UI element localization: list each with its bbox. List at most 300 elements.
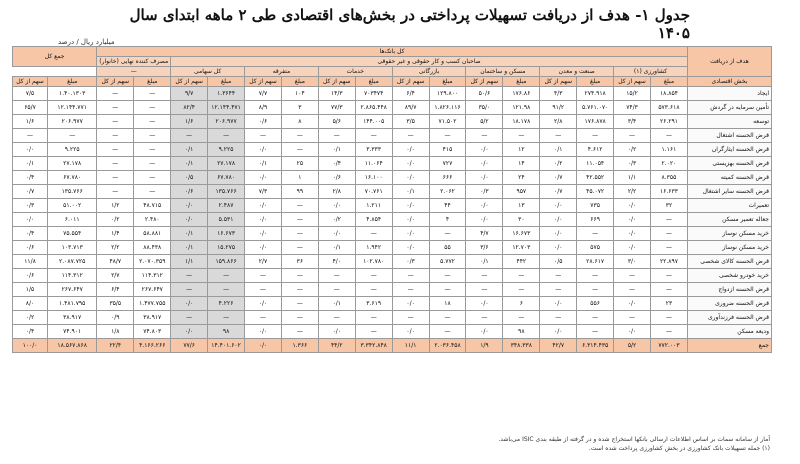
table-cell: ۰/۳ [466,185,503,199]
table-cell: ۱۴/۳ [318,87,355,101]
table-cell: — [97,185,134,199]
table-cell: — [651,129,688,143]
table-cell: ۱۲.۱۴۴.۷۷۱ [48,101,97,115]
table-cell: ۵۵ [429,241,466,255]
row-label: قرض الحسنه ضروری [687,297,771,311]
table-cell: ۰/۰ [171,325,208,339]
table-cell: — [392,311,429,325]
table-cell: ۲.۰۶۲ [429,185,466,199]
table-cell: ۱۳۵.۷۶۶ [208,185,245,199]
table-cell: — [503,269,540,283]
header-all-banks: کل بانک‌ها [97,47,688,57]
header-share: سهم از کل [245,77,282,87]
table-cell: — [97,101,134,115]
table-cell: ۳۵/۵ [97,297,134,311]
table-cell: — [281,199,318,213]
table-cell: ۱.۸۲۶.۱۱۶ [429,101,466,115]
table-cell: — [503,311,540,325]
table-cell: ۱۱/۱ [392,339,429,353]
table-cell: ۱۳ [503,199,540,213]
table-cell: — [281,143,318,157]
table-cell: ۲۷.۱۷۸ [48,157,97,171]
table-cell: — [134,157,171,171]
header-sector: بازرگانی [392,67,466,77]
header-sector: کل سهامی [171,67,245,77]
table-cell: — [540,269,577,283]
table-cell: ۲۰۶.۹۷۷ [48,115,97,129]
table-cell: ۱۸.۵۶۷.۸۶۸ [48,339,97,353]
table-cell: ۰/۰ [540,297,577,311]
table-cell: ۱/۸ [97,325,134,339]
table-cell: — [48,129,97,143]
table-cell: — [208,311,245,325]
page-title: جدول ۱- هدف از دریافت تسهیلات پرداختی در بخش‌های اقتصادی طی ۲ ماهه ابتدای سال ۱۴۰۵ [129,6,690,42]
table-cell: — [281,269,318,283]
table-cell: ۰/۱ [171,157,208,171]
table-cell: ۱۰۲.۷۸۰ [355,255,392,269]
table-cell: — [171,269,208,283]
table-cell: ۱۲۹.۸۰۰ [429,87,466,101]
table-row [13,101,772,115]
header-share: سهم از کل [614,77,651,87]
table-cell: ۹.۲۲۵ [208,143,245,157]
table-cell: ۱.۴۸۱.۷۹۵ [48,297,97,311]
table-cell: ۰/۰ [392,325,429,339]
table-cell: — [466,283,503,297]
table-cell: ۳۲ [651,199,688,213]
table-cell: ۵/۲ [466,115,503,129]
table-cell: ۰/۰ [13,213,48,227]
table-cell: — [577,311,614,325]
table-cell: ۰/۴ [318,157,355,171]
table-cell: ۰/۲ [97,213,134,227]
header-sector: کشاورزی (۱) [614,67,688,77]
table-cell: ۵۰/۶ [466,87,503,101]
table-cell: ۷/۳ [245,185,282,199]
header-share: سهم از کل [392,77,429,87]
row-label: قرض الحسنه اشتغال [687,129,771,143]
table-cell: — [97,143,134,157]
table-cell: ۰/۰ [171,297,208,311]
table-cell: ۲/۷ [245,255,282,269]
table-cell: ۰/۲ [540,157,577,171]
table-cell: ۴۲.۵۵۲ [577,171,614,185]
table-cell: — [577,283,614,297]
table-cell: ۳۵/۰ [466,101,503,115]
table-cell: ۰/۷ [13,185,48,199]
unit-label: میلیارد ریال / درصد [58,38,115,46]
table-cell: ۲.۴۸۷ [208,199,245,213]
table-cell: ۰/۴ [13,227,48,241]
table-cell: — [281,283,318,297]
table-cell: ۷۴/۳ [614,101,651,115]
table-cell: — [245,311,282,325]
table-body [13,87,772,353]
table-cell: ۶۵/۷ [13,101,48,115]
table-cell: ۹۹ [281,185,318,199]
table-cell: ۷۷۲.۰۰۳ [651,339,688,353]
table-row [13,325,772,339]
table-cell: — [651,311,688,325]
table-cell: — [245,129,282,143]
table-cell: ۴.۶۱۲ [577,143,614,157]
table-cell: — [614,311,651,325]
table-cell: — [97,87,134,101]
table-cell: — [429,325,466,339]
table-cell: ۵۷۵ [577,241,614,255]
row-label: خرید خودرو شخصی [687,269,771,283]
table-cell: ۱۶.۶۷۳ [208,227,245,241]
table-cell: ۱۷۶.۸۶ [503,87,540,101]
table-cell: ۷۰۳۴۷۴ [355,87,392,101]
table-cell: ۰/۰ [245,199,282,213]
table-cell: ۰/۴ [13,325,48,339]
table-cell: ۰/۵ [171,171,208,185]
table-cell: ۳۴۸.۳۳۸ [503,339,540,353]
table-cell: ۳/۵ [392,115,429,129]
table-cell: ۱۵.۲۷۵ [208,241,245,255]
table-cell: ۰/۰ [245,213,282,227]
table-cell: ۵۷۳.۶۱۸ [651,101,688,115]
header-consumer: مصرف کننده نهایی (خانوار) [97,57,171,67]
header-share: سهم از کل [318,77,355,87]
table-cell: — [503,129,540,143]
header-amount: مبلغ [281,77,318,87]
table-cell: ۴.۱۶۶.۲۶۶ [134,339,171,353]
table-cell: ۲.۰۸۷.۷۲۵ [48,255,97,269]
table-cell: ۷۱.۵۰۲ [429,115,466,129]
table-cell: ۲۶.۲۹۱ [651,115,688,129]
table-cell: ۳.۶۱۹ [355,297,392,311]
table-cell: ۳/۰ [614,255,651,269]
table-cell: ۰/۱ [540,143,577,157]
table-cell: — [318,129,355,143]
table-cell: ۱/۲ [97,199,134,213]
table-cell: — [651,325,688,339]
header-sector-label: بخش اقتصادی [687,77,771,87]
table-cell: ۸/۹ [245,101,282,115]
table-cell: ۲/۲ [97,241,134,255]
total-row [13,339,772,353]
table-cell: ۰/۰ [614,213,651,227]
table-cell: — [614,129,651,143]
table-cell: ۵.۵۳۱ [208,213,245,227]
table-cell: ۲۳ [651,297,688,311]
table-row [13,185,772,199]
table-cell: — [577,129,614,143]
table-cell: — [171,283,208,297]
header-share: سهم از کل [466,77,503,87]
table-cell: ۲۰۶.۹۷۷ [208,115,245,129]
table-cell: ۰/۰ [466,325,503,339]
table-cell: ۱۱۴.۳۱۲ [134,269,171,283]
table-cell: ۳/۶ [466,241,503,255]
table-cell: ۲۵ [281,157,318,171]
table-cell: ۴۸/۷ [97,255,134,269]
table-cell: ۷۲۷ [429,157,466,171]
table-cell: ۶/۴ [97,283,134,297]
table-cell: ۰/۰ [466,213,503,227]
table-cell: ۰/۳ [392,255,429,269]
table-cell: ۰/۰ [540,213,577,227]
table-cell: ۵۵۶ [577,297,614,311]
table-cell: ۲.۰۳۶.۴۵۸ [429,339,466,353]
table-cell: ۱۰۳.۷۱۳ [48,241,97,255]
table-cell: ۶.۰۱۱ [48,213,97,227]
table-cell: ۰/۰ [318,199,355,213]
table-cell: ۰/۴ [13,171,48,185]
row-label: قرض الحسنه ایثارگران [687,143,771,157]
table-cell: — [134,87,171,101]
table-cell: ۲۶۷.۶۴۷ [134,283,171,297]
table-cell: ۰/۶ [171,185,208,199]
table-cell: ۰/۰ [392,241,429,255]
header-amount-share [13,77,772,87]
table-cell: — [281,241,318,255]
table-cell: — [318,269,355,283]
table-cell: — [355,311,392,325]
header-amount: مبلغ [48,77,97,87]
table-row [13,241,772,255]
table-cell: — [540,283,577,297]
table-cell: ۰/۳ [614,157,651,171]
table-cell: ۰/۰ [466,143,503,157]
table-cell: ۱/۱ [614,171,651,185]
table-cell: ۵۸.۸۸۱ [134,227,171,241]
table-cell: — [651,269,688,283]
table-cell: ۰/۰ [392,171,429,185]
table-cell: ۷۴.۹۰۱ [48,325,97,339]
footnote: (۱) جمله تسهیلات بانک کشاورزی در بخش کشاورزی پرداخت شده است. [588,445,770,452]
table-cell: ۴۴/۲ [318,339,355,353]
table-cell: — [281,325,318,339]
footnote: آمار از سامانه سمات بر اساس اطلاعات ارسالی بانکها استخراج شده و در گرفته از طبقه بندی ISIC می‌باشد. [498,436,770,443]
table-cell: ۴ [429,213,466,227]
table-cell: ۴۵.۰۷۲ [577,185,614,199]
table-cell: ۸۸.۴۳۸ [134,241,171,255]
table-cell: — [392,269,429,283]
row-label: خرید مسکن نوساز [687,227,771,241]
table-cell: ۰/۰ [171,199,208,213]
table-row [13,143,772,157]
table-cell: ۴.۲۲۶ [208,297,245,311]
table-cell: ۰/۰ [171,213,208,227]
table-cell: ۰/۱ [171,227,208,241]
header-sector: متفرقه [245,67,319,77]
table-cell: ۲.۴۸۰ [134,213,171,227]
table-cell: ۱.۳۶۴۴ [208,87,245,101]
table-cell: ۰/۰ [540,199,577,213]
table-cell: ۱/۴ [97,227,134,241]
table-cell: ۴/۳ [540,87,577,101]
table-cell: ۰/۱ [245,157,282,171]
table-cell: — [208,283,245,297]
table-cell: ۲.۰۷۰.۳۵۹ [134,255,171,269]
header-sector: مسکن و ساختمان [466,67,540,77]
table-row [13,297,772,311]
table-cell: — [651,283,688,297]
table-cell: ۲۴ [503,171,540,185]
row-label: ودیعه مسکن [687,325,771,339]
table-cell: ۱/۶ [13,115,48,129]
table-cell: ۳.۳۳۳ [355,143,392,157]
table-row [13,311,772,325]
table-row [13,227,772,241]
table-cell: ۰/۱ [318,241,355,255]
table-cell: ۱۸.۸۵۴ [651,87,688,101]
table-cell: ۳۸.۹۱۷ [48,311,97,325]
table-row [13,283,772,297]
header-consumer-sub: — [97,67,171,77]
table-cell: ۱۶.۱۰۰ [355,171,392,185]
table-row [13,87,772,101]
table-cell: ۰/۱ [392,185,429,199]
table-cell: ۹۸ [503,325,540,339]
table-cell: — [134,185,171,199]
table-cell: ۱۲.۱۴۴.۴۷۱ [208,101,245,115]
table-cell: ۷۷/۳ [318,101,355,115]
table-cell: — [208,269,245,283]
table-cell: ۱۲۱.۹۸ [503,101,540,115]
table-cell: — [318,283,355,297]
table-cell: ۱۱۴.۳۱۲ [48,269,97,283]
table-cell: ۰/۶ [318,171,355,185]
table-cell: ۹/۷ [171,87,208,101]
table-cell: ۲/۸ [318,185,355,199]
table-row [13,213,772,227]
table-cell: ۷۷/۶ [171,339,208,353]
table-cell: ۹.۲۲۵ [48,143,97,157]
table-cell: ۰/۷ [540,185,577,199]
table-cell: ۰/۰ [466,157,503,171]
table-cell: ۶.۳۱۴.۴۳۵ [577,339,614,353]
table-cell: — [134,143,171,157]
table-cell: ۳.۳۴۲.۸۴۸ [355,339,392,353]
table-cell: — [245,283,282,297]
table-cell: — [355,227,392,241]
header-amount: مبلغ [429,77,466,87]
table-cell: — [97,171,134,185]
table-cell: ۷۳۵ [577,199,614,213]
table-cell: ۶۷.۷۸۰ [48,171,97,185]
table-cell: ۱۴۴.۰۰۵ [355,115,392,129]
table-cell: ۷/۵ [13,87,48,101]
table-cell: ۹۸ [208,325,245,339]
table-cell: ۱/۶ [171,115,208,129]
table-cell: ۷۴.۸۰۳ [134,325,171,339]
table-cell: — [97,115,134,129]
table-cell: — [281,297,318,311]
table-cell: ۲۷۴.۹۱۸ [577,87,614,101]
table-cell: — [281,227,318,241]
table-cell: ۰/۰ [540,325,577,339]
table-cell: ۱۱.۰۵۴ [577,157,614,171]
table-cell: ۲۸.۶۱۷ [577,255,614,269]
table-cell: ۱.۳۶۶ [281,339,318,353]
loans-table [12,46,772,353]
table-cell: ۰/۰ [614,241,651,255]
table-cell: ۰/۲ [318,213,355,227]
table-cell: ۰/۳ [13,199,48,213]
table-cell: ۱۱.۰۶۴ [355,157,392,171]
table-cell: ۸۲/۴ [171,101,208,115]
table-cell: ۵.۷۷۲ [429,255,466,269]
table-cell: ۰/۱ [13,157,48,171]
table-cell: ۱۰۴ [281,87,318,101]
table-cell: ۴۴۲ [503,255,540,269]
table-cell: ۰/۰ [466,297,503,311]
header-sectors [13,67,772,77]
table-cell: — [355,129,392,143]
table-row [13,255,772,269]
table-cell: — [503,283,540,297]
table-cell: — [13,129,48,143]
header-share: سهم از کل [540,77,577,87]
table-cell: ۳ [281,101,318,115]
table-cell: ۱.۹۴۲ [355,241,392,255]
table-cell: — [392,283,429,297]
table-cell: ۲.۰۲۰ [651,157,688,171]
header-amount: مبلغ [355,77,392,87]
header-share: سهم از کل [13,77,48,87]
table-cell: ۱۶.۶۳۳ [651,185,688,199]
table-cell: ۰/۰ [245,143,282,157]
table-cell: ۳۸.۹۱۷ [134,311,171,325]
table-cell: — [429,227,466,241]
table-cell: — [281,213,318,227]
table-cell: — [392,129,429,143]
table-cell: — [429,129,466,143]
table-cell: ۶۶۹ [577,213,614,227]
row-label: ایجاد [687,87,771,101]
table-cell: ۱۷۶.۸۷۸ [577,115,614,129]
table-cell: ۵.۷۶۱.۰۷۰ [577,101,614,115]
table-cell: ۰/۰ [614,199,651,213]
header-amount: مبلغ [208,77,245,87]
table-cell: ۸۹/۷ [392,101,429,115]
table-cell: ۱ [281,171,318,185]
table-cell: ۵۱.۰۰۲ [48,199,97,213]
table-cell: ۰/۰ [540,241,577,255]
row-label: قرض الحسنه فرزندآوری [687,311,771,325]
table-cell: ۰/۱ [318,143,355,157]
table-cell: ۵/۶ [318,115,355,129]
table-cell: ۰/۰ [13,143,48,157]
table-row [13,171,772,185]
row-label: تعمیرات [687,199,771,213]
table-cell: ۱.۴۷۷.۷۵۵ [134,297,171,311]
table-cell: ۰/۱ [466,255,503,269]
table-cell: ۹۱/۲ [540,101,577,115]
table-cell: ۵/۲ [614,339,651,353]
table-cell: ۴۱۵ [429,143,466,157]
table-cell: ۰/۰ [392,157,429,171]
header-share: سهم از کل [171,77,208,87]
table-cell: ۰/۰ [245,241,282,255]
table-cell: ۰/۶ [13,241,48,255]
table-cell: — [355,269,392,283]
row-label: تأمین سرمایه در گردش [687,101,771,115]
table-cell: — [171,311,208,325]
table-cell: — [429,283,466,297]
table-cell: — [614,283,651,297]
table-cell: ۱.۴۰.۱۳۰۳ [48,87,97,101]
table-cell: — [281,311,318,325]
table-cell: — [577,325,614,339]
table-cell: — [97,129,134,143]
table-cell: ۳/۴ [614,115,651,129]
table-cell: ۰/۰ [318,227,355,241]
